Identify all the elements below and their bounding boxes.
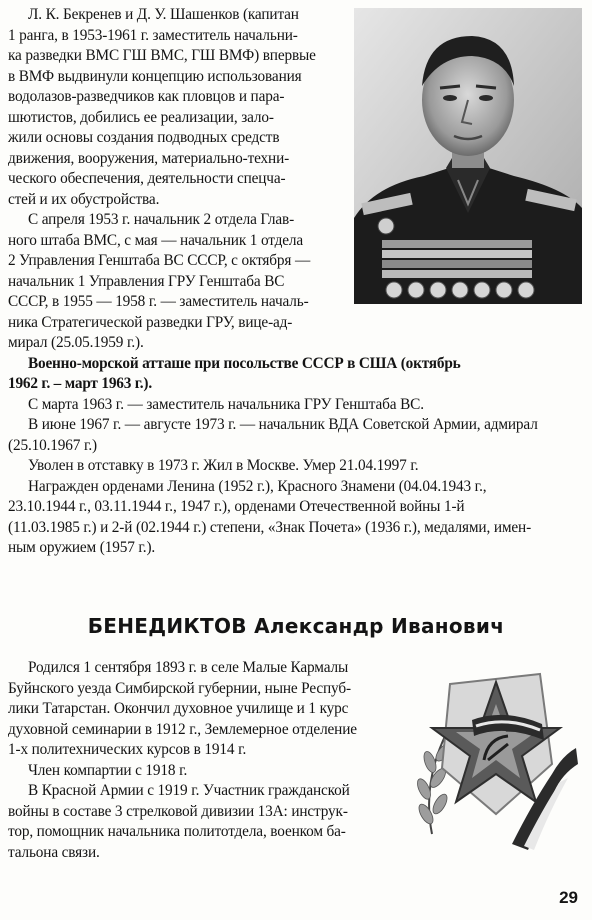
bio1-text-line: 1 ранга, в 1953-1961 г. заместитель начальни- [8,26,298,44]
bio2-text-line: Буйнского уезда Симбирской губернии, ныне Респуб- [8,679,351,697]
bio1-text-line: жили основы создания подводных средств [8,129,280,146]
bio2-text-line: тор, помощник начальника политотдела, военком ба- [8,823,346,840]
bio2-text-line: войны в составе 3 стрелковой дивизии 13А: инструк- [8,802,348,820]
bio1-text-line: стей и их обустройства. [8,190,160,208]
bio1-text-line: в ВМФ выдвинули концепцию использования [8,67,302,85]
portrait-photo-image [354,8,582,304]
bio1-full-line: В июне 1967 г. — августе 1973 г. — начальник ВДА Советской Армии, адмирал [28,416,538,433]
bio1-full-line: 23.10.1944 г., 03.11.1944 г., 1947 г.), орденами Отечественной войны 1-й [8,498,465,515]
red-army-star-emblem [412,664,578,854]
bio2-text-line: тальона связи. [8,843,100,861]
bio1-full-line: (25.10.1967 г.) [8,436,97,454]
bio1-full-line: ным оружием (1957 г.). [8,539,156,556]
attache-heading-line: 1962 г. – март 1963 г.). [8,375,152,392]
bio1-text-line: мирал (25.05.1959 г.). [8,334,144,351]
bio1-text-line: Л. К. Бекренев и Д. У. Шашенков (капитан [28,6,299,23]
bio1-full-line: Награжден орденами Ленина (1952 г.), Красного Знамени (04.04.1943 г., [28,477,487,495]
bio1-text-line: ного штаба ВМС, с мая — начальник 1 отдела [8,231,303,249]
bio1-text-line: начальник 1 Управления ГРУ Генштаба ВС [8,272,285,290]
page-number: 29 [559,888,578,907]
bio2-text-line: 1-х политехнических курсов в 1914 г. [8,741,247,758]
bio2-text-line: Родился 1 сентября 1893 г. в селе Малые Кармалы [28,659,349,676]
bio1-full-line: С марта 1963 г. — заместитель начальника ГРУ Генштаба ВС. [28,395,424,413]
bio2-text-line: В Красной Армии с 1919 г. Участник гражданской [28,782,350,799]
bio1-text-line: С апреля 1953 г. начальник 2 отдела Глав- [28,211,295,228]
bio1-text-line: ка разведки ВМС ГШ ВМС, ГШ ВМФ) впервые [8,47,316,64]
bio1-text-line: ческого обеспечения, деятельности спецча- [8,170,286,187]
bio1-text-line: СССР, в 1955 — 1958 г. — заместитель началь- [8,293,309,310]
bio1-text-line: ника Стратегической разведки ГРУ, вице-ад- [8,313,293,331]
bio2-text-line: Член компартии с 1918 г. [28,761,188,779]
bio1-text-line: 2 Управления Генштаба ВС СССР, с октября — [8,252,311,269]
bio2-text-line: духовной семинарии в 1912 г., Землемерное отделение [8,720,357,738]
bio1-text-line: шютистов, добились ее реализации, зало- [8,108,274,126]
bio1-text-line: движения, вооружения, материально-техни- [8,149,290,167]
bio1-full-line: (11.03.1985 г.) и 2-й (02.1944 г.) степени, «Знак Почета» (1936 г.), медалями, имен- [8,518,532,536]
bio1-full-line: Уволен в отставку в 1973 г. Жил в Москве. Умер 21.04.1997 г. [28,457,419,474]
attache-heading-line: Военно-морской атташе при посольстве СССР в США (октябрь [28,354,461,372]
bio2-heading: БЕНЕДИКТОВ Александр Иванович [87,614,505,638]
bio2-text-line: лики Татарстан. Окончил духовное училище и 1 курс [8,700,349,717]
bio1-text-line: водолазов-разведчиков как пловцов и пара- [8,88,285,105]
portrait-photo [354,8,582,304]
